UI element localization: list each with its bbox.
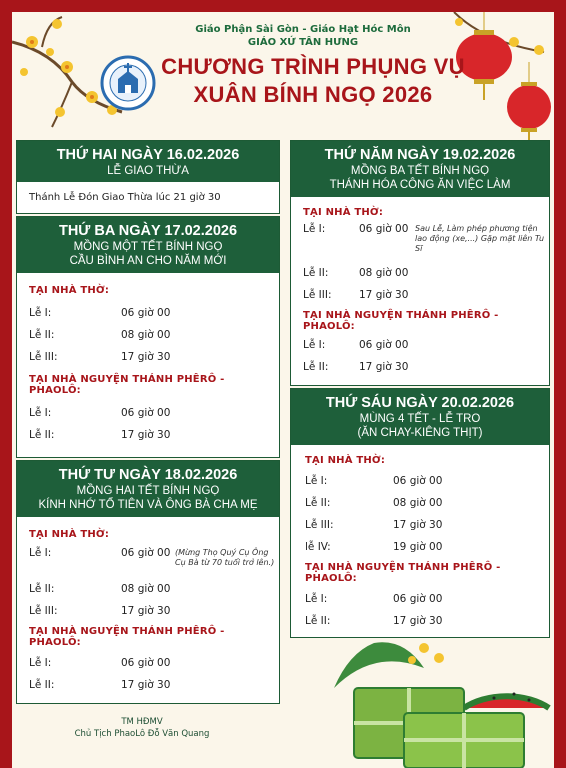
wednesday-subtitle-1: MỒNG HAI TẾT BÍNH NGỌ (76, 485, 220, 497)
wednesday-row-1: Lễ I: 06 giờ 00 (Mừng Thọ Quý Cụ Ông Cụ Bà từ 70 tuổi trở lên.) (29, 547, 275, 567)
friday-church-heading: TẠI NHÀ THỜ: (305, 455, 386, 466)
thursday-date: THỨ NĂM NGÀY 19.02.2026 (324, 147, 516, 163)
thursday-band (291, 141, 549, 197)
tuesday-date: THỨ BA NGÀY 17.02.2026 (58, 223, 238, 239)
wednesday-row-2: Lễ II: 08 giờ 00 (29, 583, 171, 595)
wednesday-date: THỨ TƯ NGÀY 18.02.2026 (58, 467, 238, 483)
diocese-line: Giáo Phận Sài Gòn - Giáo Hạt Hóc Môn (195, 24, 411, 35)
footer-signature (52, 716, 232, 740)
tuesday-chapel-row-2: Lễ II: 17 giờ 30 (29, 429, 171, 441)
thursday-subtitle-2: THÁNH HÓA CÔNG ĂN VIỆC LÀM (329, 179, 511, 191)
wednesday-row-3: Lễ III: 17 giờ 30 (29, 605, 171, 617)
friday-row-2: Lễ II: 08 giờ 00 (305, 497, 443, 509)
wednesday-row-1-note: (Mừng Thọ Quý Cụ Ông Cụ Bà từ 70 tuổi trở lên.) (175, 548, 275, 567)
wednesday-chapel-heading: TẠI NHÀ NGUYỆN THÁNH PHÊRÔ - PHAOLÔ: (29, 626, 225, 648)
monday-date: THỨ HAI NGÀY 16.02.2026 (56, 147, 240, 163)
monday-band (17, 141, 279, 182)
thursday-row-1-note: Sau Lễ, Làm phép phương tiện lao động (xe,...) Gặp mặt liên Tu Sĩ (415, 224, 545, 253)
friday-band (291, 389, 549, 445)
banh-chung-decoration (314, 628, 554, 768)
thursday-row-3: Lễ III: 17 giờ 30 (303, 289, 409, 301)
footer-org: TM HĐMV (121, 717, 163, 727)
thursday-row-1: Lễ I: 06 giờ 00 Sau Lễ, Làm phép phương tiện lao động (xe,...) Gặp mặt liên Tu Sĩ (303, 223, 545, 253)
friday-chapel-row-1: Lễ I: 06 giờ 00 (305, 593, 443, 605)
friday-card (290, 388, 550, 638)
friday-row-1: Lễ I: 06 giờ 00 (305, 475, 443, 487)
tuesday-church-heading: TẠI NHÀ THỜ: (29, 285, 110, 296)
wednesday-chapel-row-2: Lễ II: 17 giờ 30 (29, 679, 171, 691)
wednesday-band (17, 461, 279, 517)
friday-chapel-row-2: Lễ II: 17 giờ 30 (305, 615, 443, 627)
wednesday-subtitle-2: KÍNH NHỚ TỔ TIÊN VÀ ÔNG BÀ CHA MẸ (38, 499, 258, 511)
thursday-chapel-row-1: Lễ I: 06 giờ 00 (303, 339, 409, 351)
page-subtitle: XUÂN BÍNH NGỌ 2026 (193, 82, 433, 107)
thursday-subtitle-1: MỒNG BA TẾT BÍNH NGỌ (350, 165, 490, 177)
wednesday-card (16, 460, 280, 704)
thursday-row-2: Lễ II: 08 giờ 00 (303, 267, 409, 279)
header (0, 24, 566, 108)
footer-signer: Chủ Tịch PhaoLô Đỗ Văn Quang (74, 729, 210, 739)
thursday-chapel-heading: TẠI NHÀ NGUYỆN THÁNH PHÊRÔ - PHAOLÔ: (303, 310, 499, 332)
friday-row-3: Lễ III: 17 giờ 30 (305, 519, 443, 531)
friday-subtitle-2: (ĂN CHAY-KIÊNG THỊT) (357, 427, 483, 439)
tuesday-subtitle-2: CẦU BÌNH AN CHO NĂM MỚI (69, 255, 227, 267)
friday-chapel-heading: TẠI NHÀ NGUYỆN THÁNH PHÊRÔ - PHAOLÔ: (305, 562, 501, 584)
tuesday-row-2: Lễ II: 08 giờ 00 (29, 329, 171, 341)
friday-row-4: lễ IV: 19 giờ 00 (305, 541, 443, 553)
monday-card (16, 140, 280, 214)
thursday-card (290, 140, 550, 386)
friday-date: THỨ SÁU NGÀY 20.02.2026 (325, 395, 515, 411)
tuesday-row-3: Lễ III: 17 giờ 30 (29, 351, 171, 363)
page-title: CHƯƠNG TRÌNH PHỤNG VỤ (161, 54, 465, 79)
tuesday-subtitle-1: MỒNG MỘT TẾT BÍNH NGỌ (73, 241, 223, 253)
monday-mass-line: Thánh Lễ Đón Giao Thừa lúc 21 giờ 30 (29, 192, 221, 203)
tuesday-row-1: Lễ I: 06 giờ 00 (29, 307, 171, 319)
tuesday-card (16, 216, 280, 458)
tuesday-chapel-row-1: Lễ I: 06 giờ 00 (29, 407, 171, 419)
monday-subtitle: LỄ GIAO THỪA (107, 165, 189, 177)
parish-name: GIÁO XỨ TÂN HƯNG (247, 37, 359, 48)
wednesday-church-heading: TẠI NHÀ THỜ: (29, 529, 110, 540)
wednesday-chapel-row-1: Lễ I: 06 giờ 00 (29, 657, 171, 669)
tuesday-band (17, 217, 279, 273)
friday-subtitle-1: MÙNG 4 TẾT - LỄ TRO (359, 413, 481, 425)
thursday-church-heading: TẠI NHÀ THỜ: (303, 207, 384, 218)
tuesday-chapel-heading: TẠI NHÀ NGUYỆN THÁNH PHÊRÔ - PHAOLÔ: (29, 374, 225, 396)
thursday-chapel-row-2: Lễ II: 17 giờ 30 (303, 361, 409, 373)
